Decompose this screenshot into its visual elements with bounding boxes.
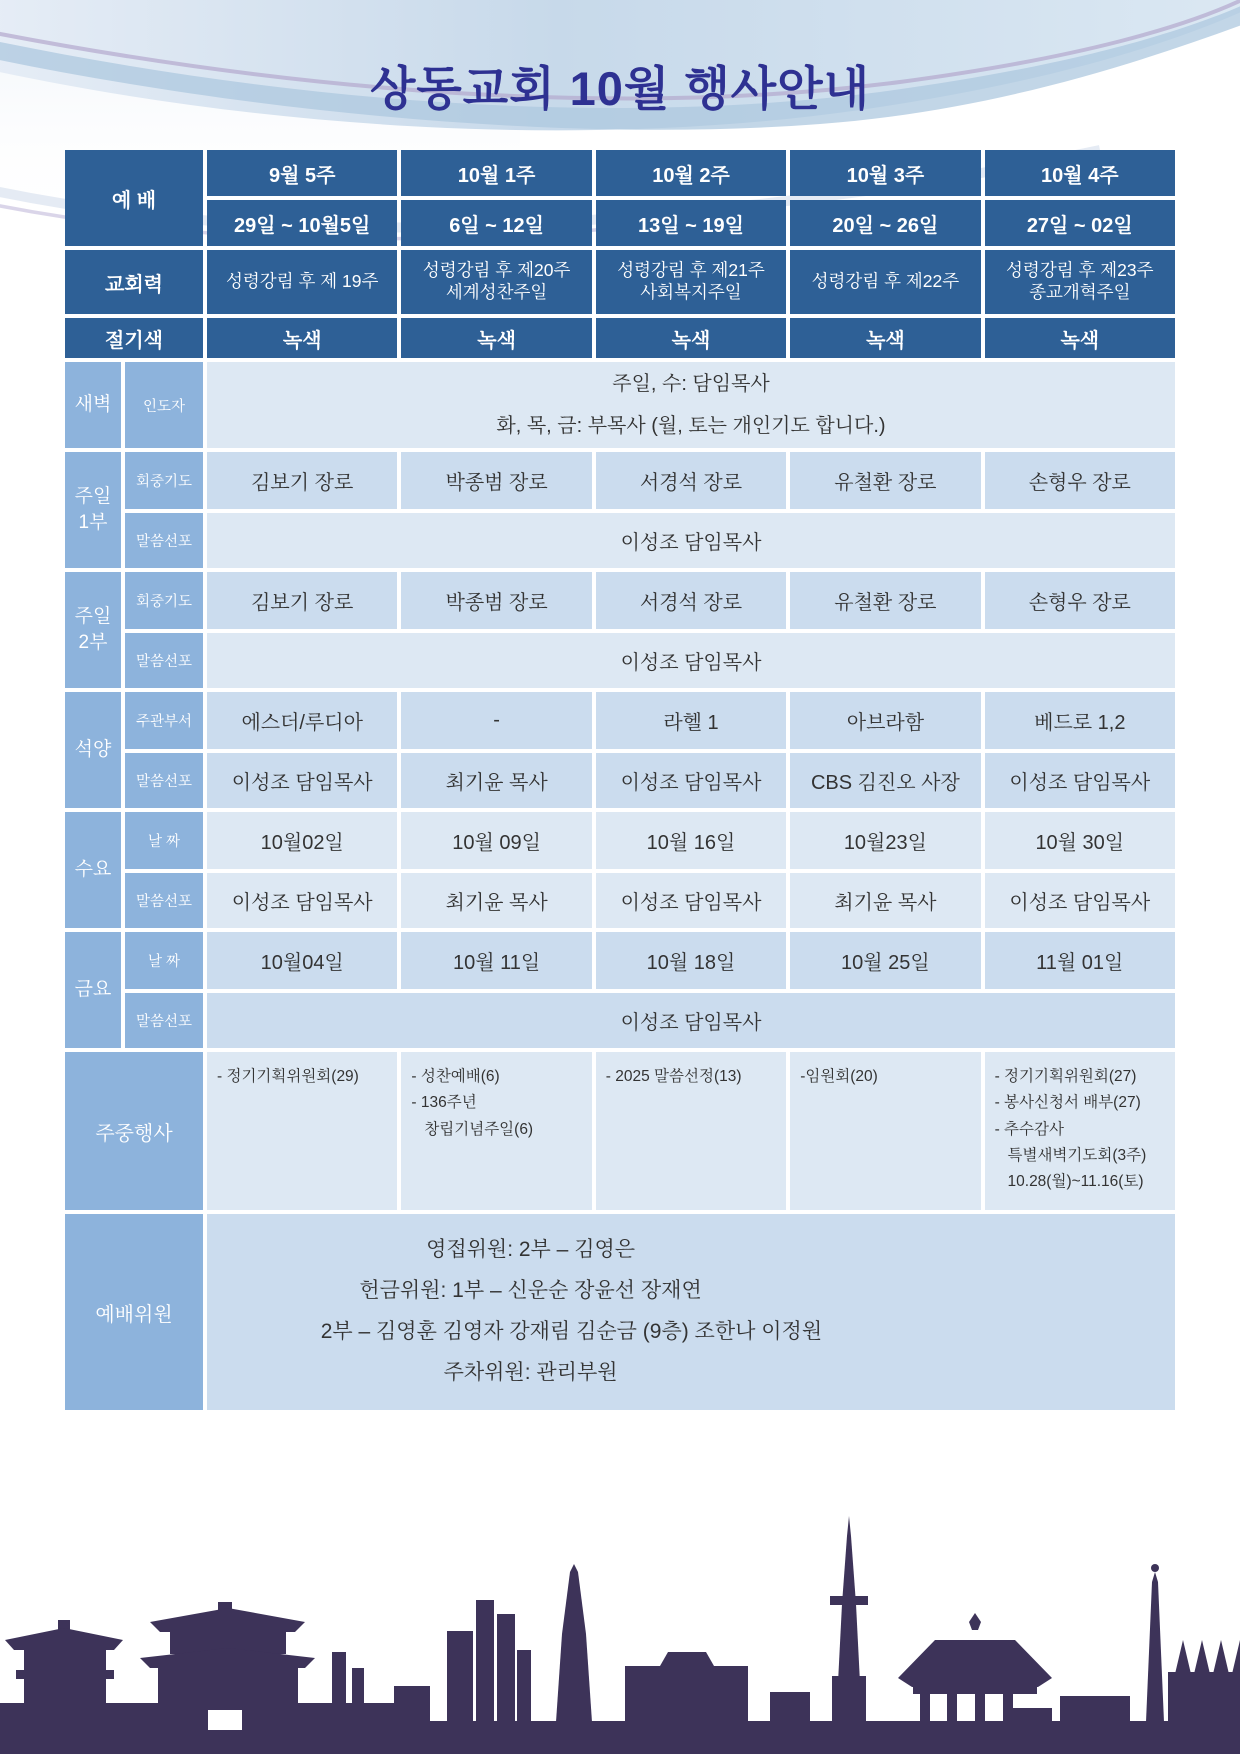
wednesday-sermon-cell: 이성조 담임목사 bbox=[596, 873, 786, 928]
weekday-events-cell: - 정기기획위원회(29) bbox=[207, 1052, 397, 1210]
wednesday-sermon-cell: 이성조 담임목사 bbox=[207, 873, 397, 928]
date-range: 13일 ~ 19일 bbox=[596, 200, 786, 246]
worship-header-label: 예 배 bbox=[65, 150, 203, 246]
week-header: 10월 2주 bbox=[596, 150, 786, 196]
evening-sermon-cell: 이성조 담임목사 bbox=[985, 753, 1175, 808]
evening-group-label: 석양 bbox=[65, 692, 121, 808]
wednesday-sermon-cell: 최기윤 목사 bbox=[790, 873, 980, 928]
sunday2-prayer-cell: 박종범 장로 bbox=[401, 572, 591, 629]
date-range: 27일 ~ 02일 bbox=[985, 200, 1175, 246]
friday-date-cell: 11월 01일 bbox=[985, 932, 1175, 989]
evening-dept-cell: 베드로 1,2 bbox=[985, 692, 1175, 749]
friday-date-cell: 10월04일 bbox=[207, 932, 397, 989]
season-color-cell: 녹색 bbox=[985, 318, 1175, 358]
date-range: 6일 ~ 12일 bbox=[401, 200, 591, 246]
sunday1-prayer-cell: 유철환 장로 bbox=[790, 452, 980, 509]
schedule-table bbox=[65, 150, 1175, 1410]
sunday1-prayer-cell: 김보기 장로 bbox=[207, 452, 397, 509]
wednesday-date-cell: 10월 09일 bbox=[401, 812, 591, 869]
evening-dept-cell: 에스더/루디아 bbox=[207, 692, 397, 749]
wednesday-date-cell: 10월 30일 bbox=[985, 812, 1175, 869]
sunday1-prayer-cell: 손형우 장로 bbox=[985, 452, 1175, 509]
week-header: 10월 1주 bbox=[401, 150, 591, 196]
evening-dept-cell: 아브라함 bbox=[790, 692, 980, 749]
sunday2-prayer-cell: 김보기 장로 bbox=[207, 572, 397, 629]
evening-dept-label: 주관부서 bbox=[125, 692, 203, 749]
city-skyline-silhouette bbox=[0, 1424, 1240, 1754]
weekday-events-cell: - 정기기획위원회(27) - 봉사신청서 배부(27) - 추수감사 특별새벽기도회(3주) 10.28(월)~11.16(토) bbox=[985, 1052, 1175, 1210]
sunday2-group-label: 주일 2부 bbox=[65, 572, 121, 688]
church-calendar-cell: 성령강림 후 제 19주 bbox=[207, 250, 397, 314]
weekday-events-cell: - 성찬예배(6) - 136주년 창립기념주일(6) bbox=[401, 1052, 591, 1210]
wednesday-group-label: 수요 bbox=[65, 812, 121, 928]
sunday2-sermon-label: 말씀선포 bbox=[125, 633, 203, 688]
sunday2-sermon-cell: 이성조 담임목사 bbox=[207, 633, 1175, 688]
page-title: 상동교회 10월 행사안내 bbox=[369, 62, 870, 115]
date-range: 20일 ~ 26일 bbox=[790, 200, 980, 246]
friday-group-label: 금요 bbox=[65, 932, 121, 1048]
wednesday-sermon-cell: 최기윤 목사 bbox=[401, 873, 591, 928]
sunday1-group-label: 주일 1부 bbox=[65, 452, 121, 568]
sunday2-prayer-cell: 서경석 장로 bbox=[596, 572, 786, 629]
wednesday-sermon-label: 말씀선포 bbox=[125, 873, 203, 928]
sunday2-prayer-label: 회중기도 bbox=[125, 572, 203, 629]
week-header: 10월 3주 bbox=[790, 150, 980, 196]
dawn-leader-cell: 주일, 수: 담임목사 화, 목, 금: 부목사 (월, 토는 개인기도 합니다.) bbox=[207, 362, 1175, 448]
season-color-cell: 녹색 bbox=[596, 318, 786, 358]
date-range: 29일 ~ 10월5일 bbox=[207, 200, 397, 246]
weekday-events-cell: - 2025 말씀선정(13) bbox=[596, 1052, 786, 1210]
evening-dept-cell: - bbox=[401, 692, 591, 749]
wednesday-date-cell: 10월02일 bbox=[207, 812, 397, 869]
weekday-events-cell: -임원회(20) bbox=[790, 1052, 980, 1210]
evening-sermon-cell: 이성조 담임목사 bbox=[207, 753, 397, 808]
dawn-leader-label: 인도자 bbox=[125, 362, 203, 448]
sunday1-prayer-cell: 박종범 장로 bbox=[401, 452, 591, 509]
wednesday-date-cell: 10월 16일 bbox=[596, 812, 786, 869]
season-color-cell: 녹색 bbox=[207, 318, 397, 358]
evening-sermon-cell: 이성조 담임목사 bbox=[596, 753, 786, 808]
friday-sermon-label: 말씀선포 bbox=[125, 993, 203, 1048]
week-header: 9월 5주 bbox=[207, 150, 397, 196]
sunday2-prayer-cell: 손형우 장로 bbox=[985, 572, 1175, 629]
friday-date-cell: 10월 11일 bbox=[401, 932, 591, 989]
wednesday-date-label: 날 짜 bbox=[125, 812, 203, 869]
friday-date-label: 날 짜 bbox=[125, 932, 203, 989]
church-calendar-label: 교회력 bbox=[65, 250, 203, 314]
sunday1-prayer-cell: 서경석 장로 bbox=[596, 452, 786, 509]
week-header: 10월 4주 bbox=[985, 150, 1175, 196]
sunday1-sermon-label: 말씀선포 bbox=[125, 513, 203, 568]
evening-sermon-cell: 최기윤 목사 bbox=[401, 753, 591, 808]
friday-sermon-cell: 이성조 담임목사 bbox=[207, 993, 1175, 1048]
dawn-group-label: 새벽 bbox=[65, 362, 121, 448]
sunday2-prayer-cell: 유철환 장로 bbox=[790, 572, 980, 629]
season-color-cell: 녹색 bbox=[401, 318, 591, 358]
weekday-events-label: 주중행사 bbox=[65, 1052, 203, 1210]
sunday1-sermon-cell: 이성조 담임목사 bbox=[207, 513, 1175, 568]
season-color-label: 절기색 bbox=[65, 318, 203, 358]
season-color-cell: 녹색 bbox=[790, 318, 980, 358]
evening-sermon-label: 말씀선포 bbox=[125, 753, 203, 808]
church-calendar-cell: 성령강림 후 제22주 bbox=[790, 250, 980, 314]
evening-sermon-cell: CBS 김진오 사장 bbox=[790, 753, 980, 808]
wednesday-sermon-cell: 이성조 담임목사 bbox=[985, 873, 1175, 928]
friday-date-cell: 10월 25일 bbox=[790, 932, 980, 989]
committee-cell: 영접위원: 2부 – 김영은 헌금위원: 1부 – 신운순 장윤선 장재연 2부 – 김영훈 김영자 강재림 김순금 (9층) 조한나 이정원 주차위원: 관리부원 bbox=[207, 1214, 1175, 1410]
church-calendar-cell: 성령강림 후 제20주 세계성찬주일 bbox=[401, 250, 591, 314]
church-calendar-cell: 성령강림 후 제21주 사회복지주일 bbox=[596, 250, 786, 314]
sunday1-prayer-label: 회중기도 bbox=[125, 452, 203, 509]
wednesday-date-cell: 10월23일 bbox=[790, 812, 980, 869]
church-calendar-cell: 성령강림 후 제23주 종교개혁주일 bbox=[985, 250, 1175, 314]
friday-date-cell: 10월 18일 bbox=[596, 932, 786, 989]
evening-dept-cell: 라헬 1 bbox=[596, 692, 786, 749]
committee-label: 예배위원 bbox=[65, 1214, 203, 1410]
